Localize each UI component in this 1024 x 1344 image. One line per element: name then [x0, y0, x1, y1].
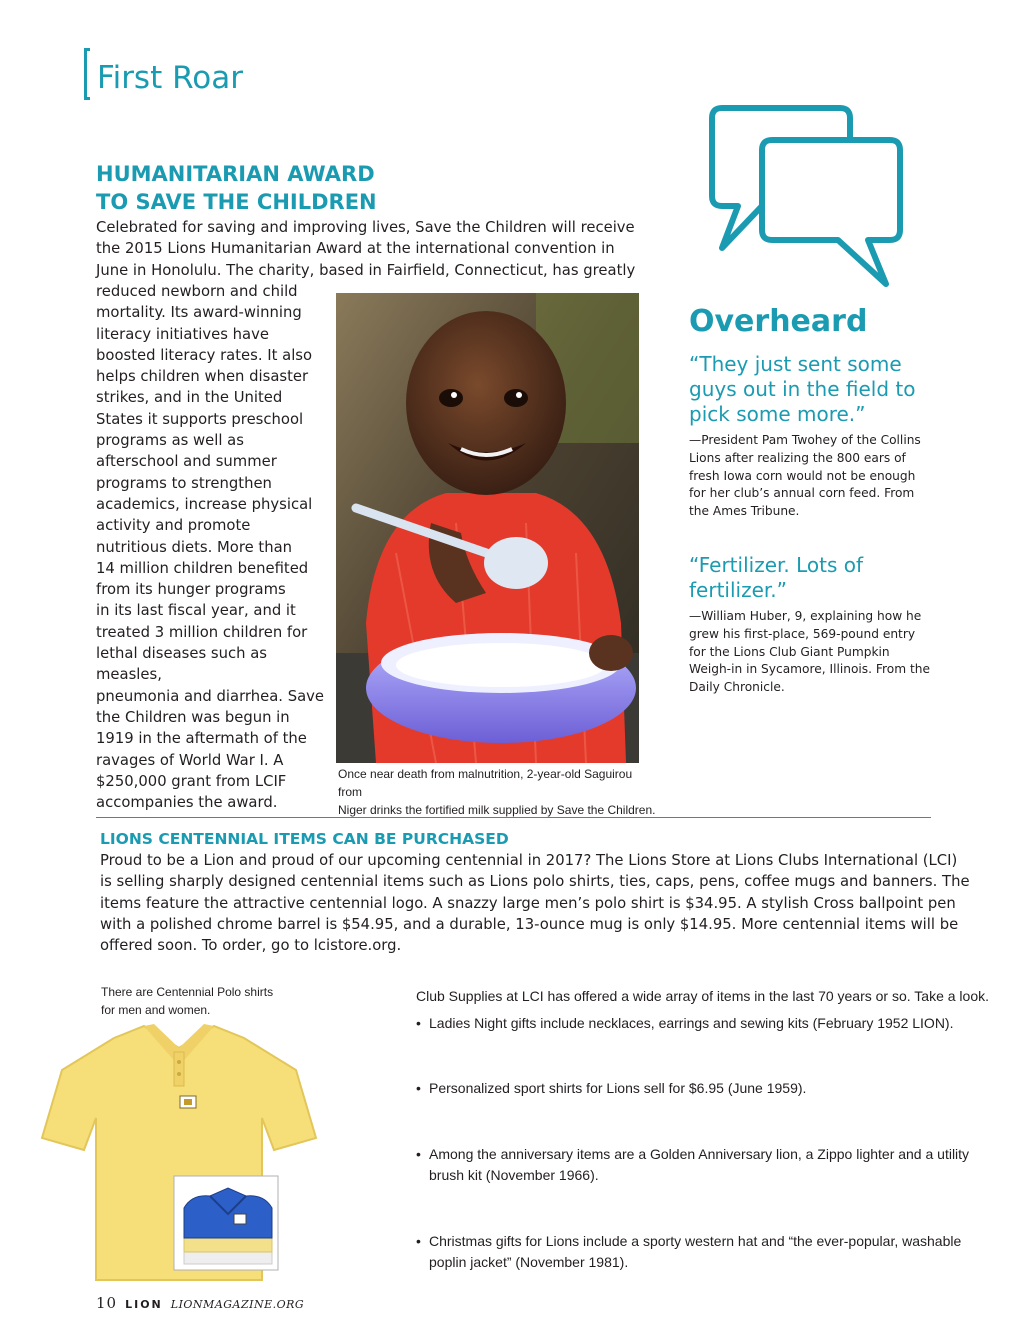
body-line: activity and promote — [96, 517, 251, 535]
body-line: Celebrated for saving and improving lives, Save the Children will receive — [96, 219, 635, 236]
article-body-column — [96, 281, 334, 813]
body-line: lethal diseases such as measles, — [96, 645, 267, 684]
body-line: reduced newborn and child — [96, 283, 298, 300]
article-body-intro — [96, 217, 656, 281]
bullet-icon: • — [416, 1146, 421, 1162]
body-line: literacy initiatives have — [96, 325, 269, 343]
quote-line: pick some more.” — [689, 402, 866, 426]
body-line: items feature the attractive centennial logo. A snazzy large men’s polo shirt is $34.95. A stylish Cross ballpoint pen — [100, 894, 956, 912]
body-line: is selling sharply designed centennial items such as Lions polo shirts, ties, caps, pens, coffee mugs and banners. The — [100, 873, 970, 891]
overheard-title: Overheard — [689, 304, 868, 339]
attribution-line: for the Lions Club Giant Pumpkin — [689, 644, 890, 659]
attribution-line: grew his first-place, 569-pound entry — [689, 626, 916, 641]
list-item — [416, 1078, 976, 1099]
list-item-line: Personalized sport shirts for Lions sell for $6.95 (June 1959). — [429, 1080, 807, 1096]
quote-line: guys out in the field to — [689, 377, 916, 401]
speech-bubbles-icon — [700, 100, 910, 295]
article-heading-line: TO SAVE THE CHILDREN — [96, 190, 377, 214]
article-heading — [96, 160, 516, 216]
list-item-line: Among the anniversary items are a Golden Anniversary lion, a Zippo lighter and a utility — [429, 1146, 970, 1162]
page-number: 10 — [96, 1294, 118, 1312]
body-line: helps children when disaster — [96, 368, 309, 386]
body-line: with a polished chrome barrel is $54.95, and a durable, 13-ounce mug is only $14.95. More centennial items will be — [100, 915, 959, 933]
body-line: States it supports preschool — [96, 410, 304, 428]
attribution-line: —William Huber, 9, explaining how he — [689, 609, 922, 623]
body-line: treated 3 million children for — [96, 623, 308, 641]
bullet-icon: • — [416, 1233, 421, 1249]
child-photo — [336, 293, 639, 763]
centennial-body — [100, 850, 980, 956]
body-line: afterschool and summer — [96, 453, 277, 471]
body-line: June in Honolulu. The charity, based in Fairfield, Connecticut, has greatly — [96, 261, 636, 279]
quote-line: “They just sent some — [689, 352, 902, 376]
shirt-caption — [101, 983, 291, 1019]
section-divider — [96, 817, 931, 818]
section-title: First Roar — [97, 60, 243, 96]
body-line: mortality. Its award-winning — [96, 304, 302, 322]
attribution-line: —President Pam Twohey of the Collins — [689, 433, 921, 447]
list-item-line: brush kit (November 1966). — [429, 1167, 599, 1183]
body-line: $250,000 grant from LCIF — [96, 772, 287, 790]
article-heading-line: HUMANITARIAN AWARD — [96, 162, 375, 186]
attribution-line: Daily Chronicle. — [689, 680, 785, 695]
list-item-line: poplin jacket” (November 1981). — [429, 1254, 629, 1270]
body-line: programs to strengthen — [96, 474, 272, 492]
quote-1-attribution — [689, 432, 939, 521]
attribution-line: the Ames Tribune. — [689, 504, 800, 519]
attribution-line: Weigh-in in Sycamore, Illinois. From the — [689, 662, 930, 677]
caption-line: for men and women. — [101, 1003, 211, 1017]
body-line: the 2015 Lions Humanitarian Award at the international convention in — [96, 240, 615, 258]
centennial-heading: LIONS CENTENNIAL ITEMS CAN BE PURCHASED — [100, 830, 509, 848]
list-item-line: Christmas gifts for Lions include a sporty western hat and “the ever-popular, washable — [429, 1233, 962, 1249]
body-line: 14 million children benefited — [96, 559, 309, 577]
club-supplies-intro: Club Supplies at LCI has offered a wide array of items in the last 70 years or so. Take a look. — [416, 988, 990, 1004]
body-line: nutritious diets. More than — [96, 538, 293, 556]
body-line: academics, increase physical — [96, 495, 313, 513]
quote-2 — [689, 553, 939, 603]
list-item — [416, 1144, 976, 1186]
body-line: programs as well as — [96, 432, 244, 450]
bullet-icon: • — [416, 1080, 421, 1096]
polo-shirt-image — [34, 1018, 324, 1288]
list-item — [416, 1013, 976, 1034]
page-footer — [96, 1295, 304, 1313]
body-line: from its hunger programs — [96, 581, 286, 599]
attribution-line: for her club’s annual corn feed. From — [689, 486, 915, 501]
body-line: offered soon. To order, go to lcistore.org. — [100, 937, 402, 955]
magazine-url[interactable]: LIONMAGAZINE.ORG — [170, 1298, 305, 1311]
list-item — [416, 1231, 976, 1273]
list-item-line: Ladies Night gifts include necklaces, earrings and sewing kits (February 1952 LION). — [429, 1015, 954, 1031]
body-line: accompanies the award. — [96, 794, 278, 812]
caption-line: Once near death from malnutrition, 2-year-old Saguirou from — [338, 767, 633, 799]
body-line: the Children was begun in — [96, 708, 290, 726]
photo-caption — [338, 765, 658, 819]
body-line: strikes, and in the United — [96, 389, 283, 407]
quote-2-attribution — [689, 608, 939, 697]
magazine-name: LION — [125, 1298, 163, 1311]
quote-line: “Fertilizer. Lots of — [689, 553, 864, 577]
attribution-line: fresh Iowa corn would not be enough — [689, 468, 916, 483]
quote-1 — [689, 352, 939, 427]
attribution-line: Lions after realizing the 800 ears of — [689, 450, 906, 465]
bullet-icon: • — [416, 1015, 421, 1031]
body-line: pneumonia and diarrhea. Save — [96, 687, 325, 705]
quote-line: fertilizer.” — [689, 578, 787, 602]
body-line: ravages of World War I. A — [96, 751, 284, 769]
body-line: boosted literacy rates. It also — [96, 346, 313, 364]
caption-line: There are Centennial Polo shirts — [101, 985, 274, 999]
body-line: Proud to be a Lion and proud of our upcoming centennial in 2017? The Lions Store at Lions Clubs International (LCI) — [100, 852, 958, 869]
caption-line: Niger drinks the fortified milk supplied by Save the Children. — [338, 803, 656, 817]
body-line: 1919 in the aftermath of the — [96, 730, 307, 748]
body-line: in its last fiscal year, and it — [96, 602, 296, 620]
section-bracket — [84, 48, 90, 100]
